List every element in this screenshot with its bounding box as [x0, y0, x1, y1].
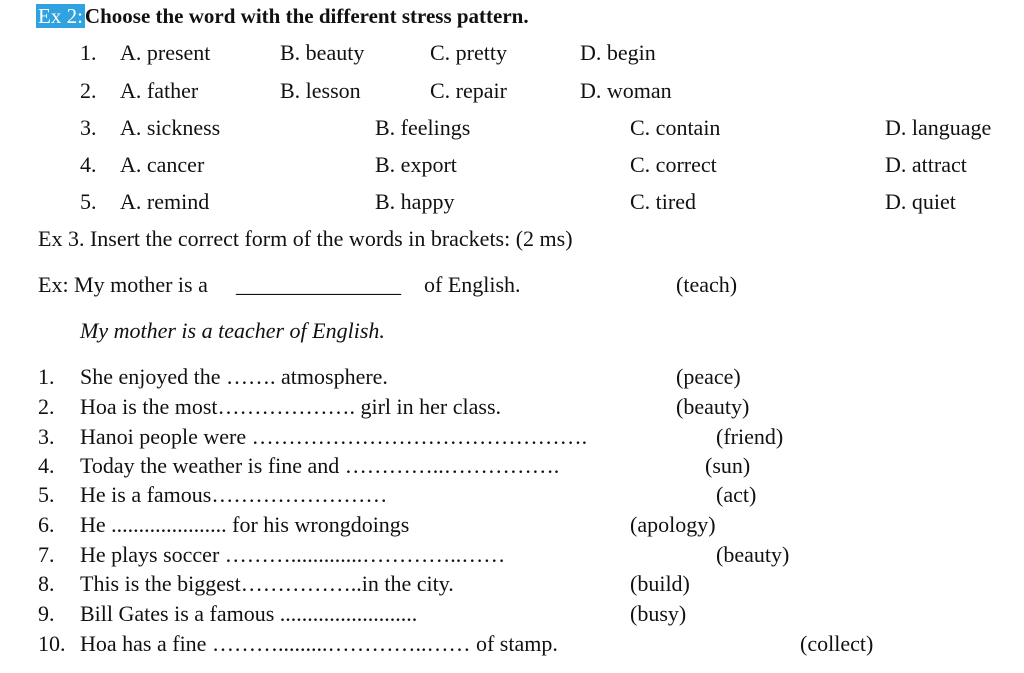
question-number: 5. — [80, 189, 97, 214]
item-hint: (friend) — [716, 424, 784, 449]
item-number: 6. — [38, 512, 55, 537]
example-answer: My mother is a teacher of English. — [80, 318, 385, 343]
example-hint: (teach) — [676, 272, 738, 297]
item-number: 3. — [38, 424, 55, 449]
option-c: C. pretty — [430, 40, 507, 65]
item-hint: (busy) — [630, 601, 687, 626]
option-b: B. feelings — [375, 115, 471, 140]
item-sentence: Bill Gates is a famous ......................... — [80, 601, 418, 626]
item-sentence: This is the biggest……………..in the city. — [80, 571, 454, 596]
example-prefix: Ex: My mother is a — [38, 272, 208, 297]
option-a: A. sickness — [120, 115, 221, 140]
item-sentence: He ..................... for his wrongdoings — [80, 512, 410, 537]
question-number: 3. — [80, 115, 97, 140]
option-c: C. tired — [630, 189, 696, 214]
ex3-title: Ex 3. Insert the correct form of the words in brackets: (2 ms) — [38, 226, 573, 251]
item-number: 1. — [38, 364, 55, 389]
item-number: 10. — [38, 631, 66, 656]
option-d: D. attract — [885, 152, 967, 177]
item-number: 4. — [38, 453, 55, 478]
ex2-title: Choose the word with the different stress pattern. — [84, 4, 529, 28]
item-number: 8. — [38, 571, 55, 596]
ex2-badge: Ex 2: — [38, 4, 83, 28]
item-hint: (act) — [716, 482, 757, 507]
item-hint: (build) — [630, 571, 690, 596]
option-c: C. contain — [630, 115, 721, 140]
option-c: C. correct — [630, 152, 717, 177]
item-hint: (beauty) — [676, 394, 750, 419]
ex2-heading — [36, 4, 529, 29]
option-d: D. woman — [580, 78, 672, 103]
item-hint: (apology) — [630, 512, 716, 537]
item-sentence: Today the weather is fine and …………..……………. — [80, 453, 560, 478]
question-number: 4. — [80, 152, 97, 177]
item-number: 5. — [38, 482, 55, 507]
option-d: D. quiet — [885, 189, 956, 214]
question-number: 1. — [80, 40, 97, 65]
option-b: B. lesson — [280, 78, 361, 103]
item-number: 2. — [38, 394, 55, 419]
option-b: B. export — [375, 152, 457, 177]
example-blank: _______________ — [236, 272, 401, 297]
item-hint: (collect) — [800, 631, 874, 656]
option-a: A. father — [120, 78, 199, 103]
option-d: D. begin — [580, 40, 656, 65]
item-number: 7. — [38, 542, 55, 567]
item-hint: (sun) — [705, 453, 751, 478]
option-a: A. present — [120, 40, 211, 65]
option-b: B. happy — [375, 189, 455, 214]
example-suffix: of English. — [424, 272, 521, 297]
item-sentence: He is a famous…………………… — [80, 482, 388, 507]
option-c: C. repair — [430, 78, 507, 103]
item-hint: (peace) — [676, 364, 741, 389]
item-sentence: She enjoyed the ……. atmosphere. — [80, 364, 388, 389]
option-a: A. cancer — [120, 152, 205, 177]
item-sentence: Hoa has a fine ……….........…………..…… of stamp. — [80, 631, 558, 656]
item-number: 9. — [38, 601, 55, 626]
item-sentence: Hoa is the most………………. girl in her class. — [80, 394, 502, 419]
item-hint: (beauty) — [716, 542, 790, 567]
item-sentence: He plays soccer ……….............…………..…… — [80, 542, 506, 567]
item-sentence: Hanoi people were ………………………………………. — [80, 424, 588, 449]
option-b: B. beauty — [280, 40, 365, 65]
question-number: 2. — [80, 78, 97, 103]
option-d: D. language — [885, 115, 992, 140]
option-a: A. remind — [120, 189, 210, 214]
